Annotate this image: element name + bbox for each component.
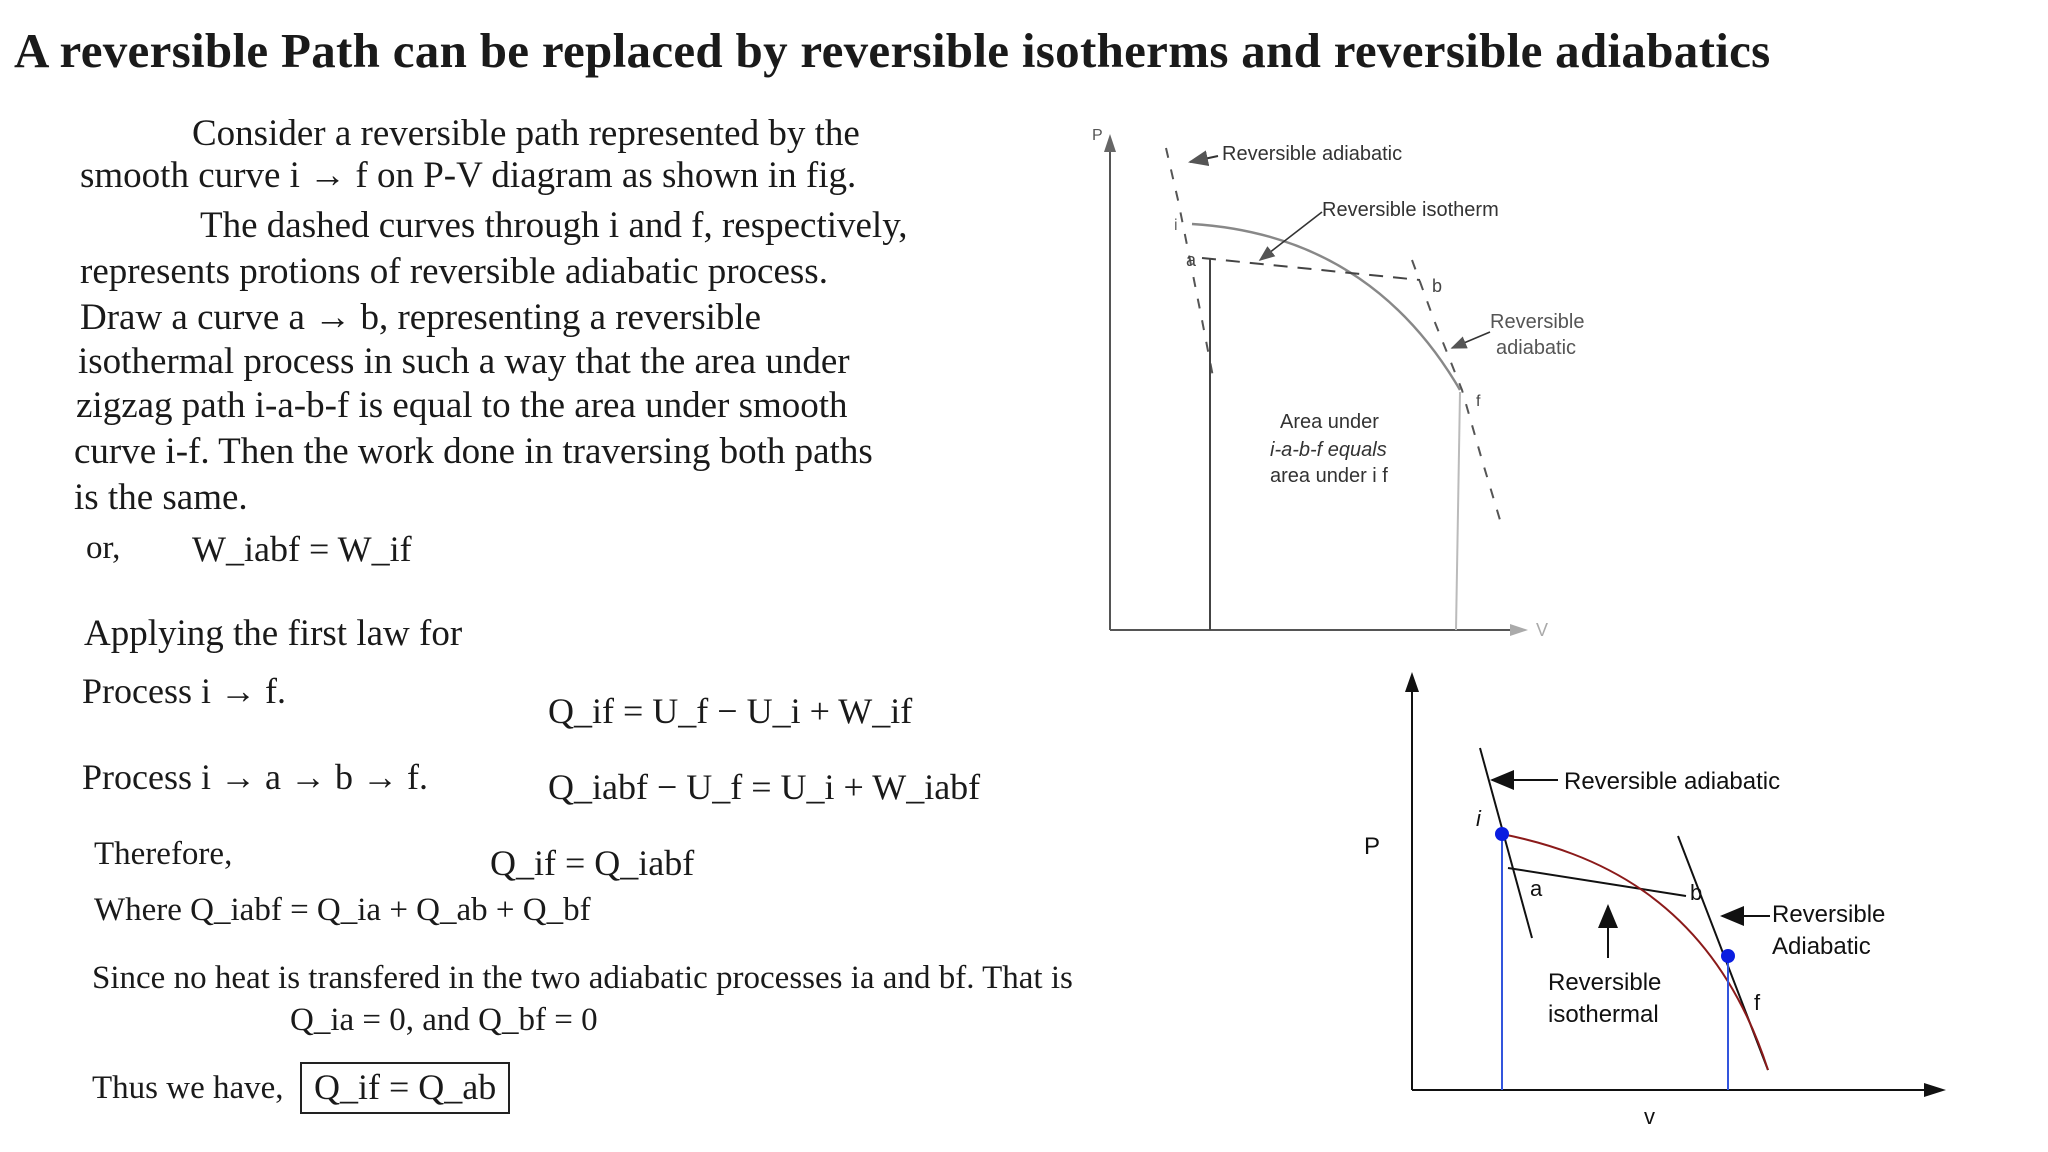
figure-2-pv-diagram [1340,660,1960,1140]
area-caption-line-1: Area under [1280,411,1379,433]
paragraph-2-line-5: zigzag path i-a-b-f is equal to the area under smooth [76,385,848,426]
point-b-label: b [1432,276,1443,296]
point-i-label: i [1476,806,1481,831]
point-b-label: b [1690,880,1703,905]
page-title: A reversible Path can be replaced by reversible isotherms and reversible adiabatics [14,23,1771,78]
thus-label: Thus we have, [92,1070,284,1106]
label-isothermal-2: isothermal [1548,1001,1659,1028]
or-label: or, [86,530,121,566]
label-reversible-isotherm: Reversible isotherm [1322,199,1499,221]
p-axis-arrow [1104,134,1116,152]
where-equation: Where Q_iabf = Q_ia + Q_ab + Q_bf [94,892,591,928]
paragraph-2-line-2: represents protions of reversible adiabatic process. [80,251,828,292]
area-caption-line-2: i-a-b-f equals [1270,439,1387,461]
paragraph-1-line-1: Consider a reversible path represented by the [192,113,860,154]
right-adiabatic-dashed [1412,260,1500,520]
p-axis-label: P [1364,833,1381,860]
since-line-1: Since no heat is transfered in the two adiabatic processes ia and bf. That is [92,960,1073,996]
v-axis-label: V [1536,620,1549,640]
vertical-at-f [1456,392,1460,630]
therefore-equation: Q_if = Q_iabf [490,843,695,883]
v-axis-arrow [1924,1083,1946,1097]
point-f-label: f [1476,393,1481,410]
area-caption-line-3: area under i f [1270,465,1388,487]
paragraph-2-line-3: Draw a curve a → b, representing a reversible [80,297,762,338]
point-a-label: a [1186,250,1197,270]
therefore-label: Therefore, [94,836,233,872]
point-i-label: i [1174,217,1178,234]
label-reversible-isothermal-1: Reversible [1548,969,1662,996]
label-reversible-adiabatic-top: Reversible adiabatic [1222,143,1403,165]
point-f-marker [1721,949,1735,963]
isotherm-dashed-ab [1202,258,1420,280]
arrow-adiabatic-right [1452,332,1490,348]
point-i-marker [1495,827,1509,841]
smooth-curve-if [1192,224,1460,390]
paragraph-2-line-1: The dashed curves through i and f, respectively, [200,205,908,246]
label-reversible-adiabatic-top: Reversible adiabatic [1564,768,1781,795]
applying-first-law: Applying the first law for [84,613,463,654]
point-f-label: f [1754,990,1761,1015]
paragraph-2-line-4: isothermal process in such a way that the area under [78,341,850,382]
label-adiabatic-right-2: Adiabatic [1772,933,1871,960]
label-adiabatic-right-2: adiabatic [1496,337,1577,359]
process-1-label: Process i → f. [82,671,286,711]
since-line-2: Q_ia = 0, and Q_bf = 0 [290,1002,598,1038]
p-axis-label: P [1092,127,1103,144]
label-reversible-right-1: Reversible [1490,311,1585,333]
v-axis-label: v [1644,1104,1655,1129]
process-1-equation: Q_if = U_f − U_i + W_if [548,691,913,731]
process-2-label: Process i → a → b → f. [82,757,428,797]
left-adiabatic-line [1480,748,1532,938]
process-2-equation: Q_iabf − U_f = U_i + W_iabf [548,767,981,807]
paragraph-1-line-2: smooth curve i → f on P-V diagram as shown in fig. [80,155,857,196]
arrow-adiabatic-top [1190,156,1218,162]
boxed-result: Q_if = Q_ab [300,1062,510,1114]
label-reversible-right-1: Reversible [1772,901,1886,928]
p-axis-arrow [1405,672,1419,692]
paragraph-2-line-7: is the same. [74,477,248,518]
v-axis-arrow [1510,624,1528,636]
point-a-label: a [1530,876,1543,901]
work-equation: W_iabf = W_if [192,529,412,569]
paragraph-2-line-6: curve i-f. Then the work done in traversing both paths [74,431,873,472]
figure-1-pv-diagram [1090,120,1585,650]
